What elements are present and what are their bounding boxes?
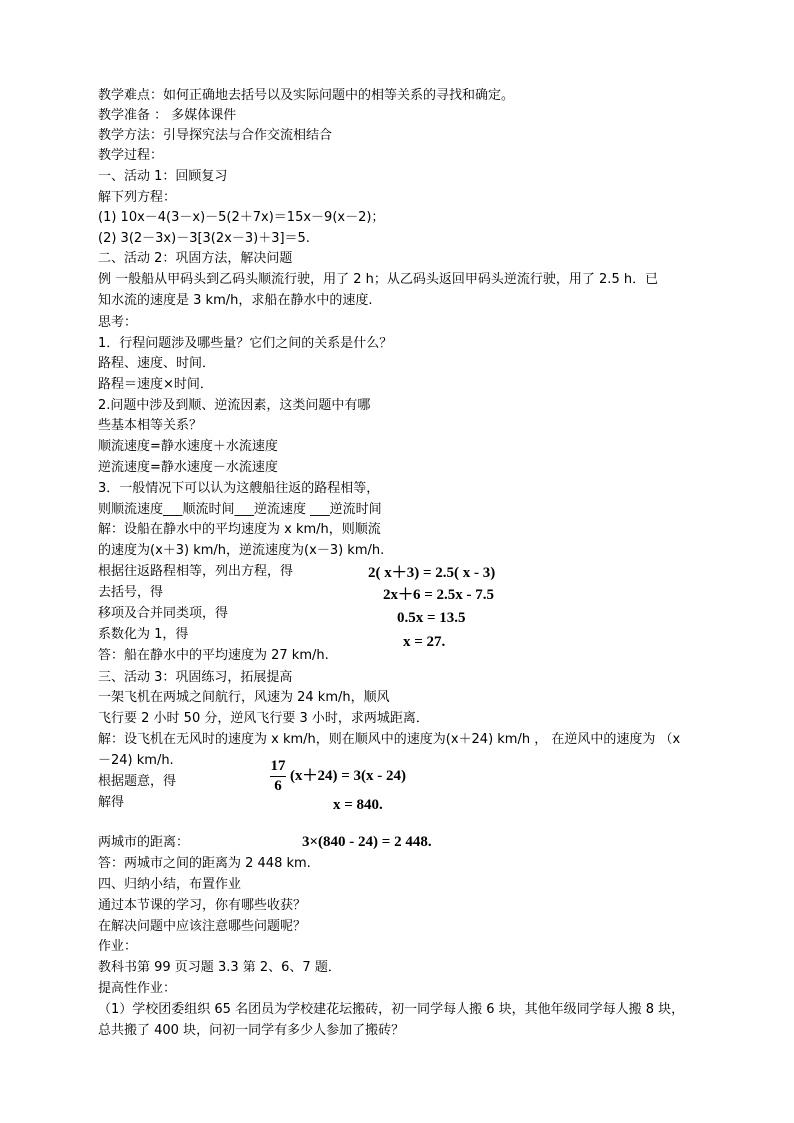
text-line: 四、归纳小结，布置作业	[98, 877, 242, 892]
text-line: 1．行程问题涉及哪些量？它们之间的关系是什么？	[98, 336, 393, 351]
text-line: 三、活动 3：巩固练习，拓展提高	[98, 670, 293, 685]
text-line: 一架飞机在两城之间航行，风速为 24 km/h，顺风	[98, 690, 390, 705]
text-line: 飞行要 2 小时 50 分，逆风飞行要 3 小时，求两城距离．	[98, 711, 429, 726]
text-line: 则顺流速度___顺流时间___逆流速度 ___逆流时间	[98, 502, 382, 517]
equation-3: 0.5x = 13.5	[397, 610, 466, 626]
text-line: 例 一般船从甲码头到乙码头顺流行驶，用了 2 h；从乙码头返回甲码头逆流行驶，用了 2.5 h．已	[98, 272, 659, 287]
text-line: 在解决问题中应该注意哪些问题呢？	[98, 919, 307, 934]
text-line: 解：设飞机在无风时的速度为 x km/h，则在顺风中的速度为(x＋24) km/h ， 在逆风中的速度为 （x	[98, 732, 681, 747]
text-line: 2.问题中涉及到顺、逆流因素，这类问题中有哪	[98, 398, 371, 413]
text-line: 教学准备 ： 多媒体课件	[98, 108, 237, 123]
text-line: 根据往返路程相等，列出方程，得	[98, 564, 294, 579]
text-line: 解得	[98, 795, 125, 810]
fraction-denominator: 6	[274, 778, 282, 794]
equation-6: x = 840.	[333, 797, 383, 813]
text-line: 路程＝速度×时间．	[98, 377, 213, 392]
equation-5: (x＋24) = 3(x - 24)	[290, 768, 407, 784]
text-line: (2) 3(2－3x)－3[3(2x－3)＋3]＝5.	[98, 231, 310, 246]
text-line: 些基本相等关系？	[98, 418, 203, 433]
text-line: 教学过程：	[98, 148, 164, 163]
text-line: 作业：	[98, 939, 138, 954]
text-line: 教学方法：引导探究法与合作交流相结合	[98, 128, 333, 143]
text-line: 总共搬了 400 块，问初一同学有多少人参加了搬砖？	[98, 1023, 405, 1038]
text-line: 解：设船在静水中的平均速度为 x km/h，则顺流	[98, 522, 381, 537]
text-line: 根据题意，得	[98, 774, 177, 789]
text-line: 的速度为(x＋3) km/h，逆流速度为(x－3) km/h.	[98, 543, 385, 558]
text-line: 顺流速度=静水速度＋水流速度	[98, 439, 278, 454]
text-line: 二、活动 2：巩固方法，解决问题	[98, 251, 293, 266]
text-line: 移项及合并同类项，得	[98, 606, 229, 621]
text-line: 答：两城市之间的距离为 2 448 km.	[98, 856, 311, 871]
equation-2: 2x＋6 = 2.5x - 7.5	[383, 587, 495, 603]
text-line: (1) 10x－4(3－x)－5(2＋7x)＝15x－9(x－2)；	[98, 210, 385, 225]
text-line: 3．一般情况下可以认为这艘船往返的路程相等，	[98, 481, 380, 496]
text-line: 一、活动 1：回顾复习	[98, 169, 228, 184]
text-line: 解下列方程：	[98, 190, 177, 205]
text-line: 答：船在静水中的平均速度为 27 km/h.	[98, 648, 329, 663]
text-line: 教学难点：如何正确地去括号以及实际问题中的相等关系的寻找和确定。	[98, 88, 515, 103]
text-line: 逆流速度=静水速度－水流速度	[98, 460, 278, 475]
text-line: 路程、速度、时间．	[98, 356, 216, 371]
text-line: 提高性作业：	[98, 981, 177, 996]
fraction-numerator: 17	[270, 758, 286, 774]
equation-4: x = 27.	[403, 634, 446, 650]
equation-7: 3×(840 - 24) = 2 448.	[302, 834, 432, 850]
text-line: 思考：	[98, 315, 138, 330]
text-line: －24) km/h.	[98, 753, 174, 768]
text-line: 通过本节课的学习，你有哪些收获？	[98, 898, 307, 913]
text-line: 知水流的速度是 3 km/h，求船在静水中的速度.	[98, 293, 373, 308]
text-line: 教科书第 99 页习题 3.3 第 2、6、7 题．	[98, 960, 341, 975]
text-line: 去括号，得	[98, 585, 164, 600]
text-line: （1）学校团委组织 65 名团员为学校建花坛搬砖，初一同学每人搬 6 块，其他年级同学每人搬 8 块，	[98, 1002, 685, 1017]
text-line: 两城市的距离：	[98, 835, 190, 850]
equation-1: 2( x＋3) = 2.5( x - 3)	[368, 565, 496, 581]
text-line: 系数化为 1，得	[98, 627, 189, 642]
